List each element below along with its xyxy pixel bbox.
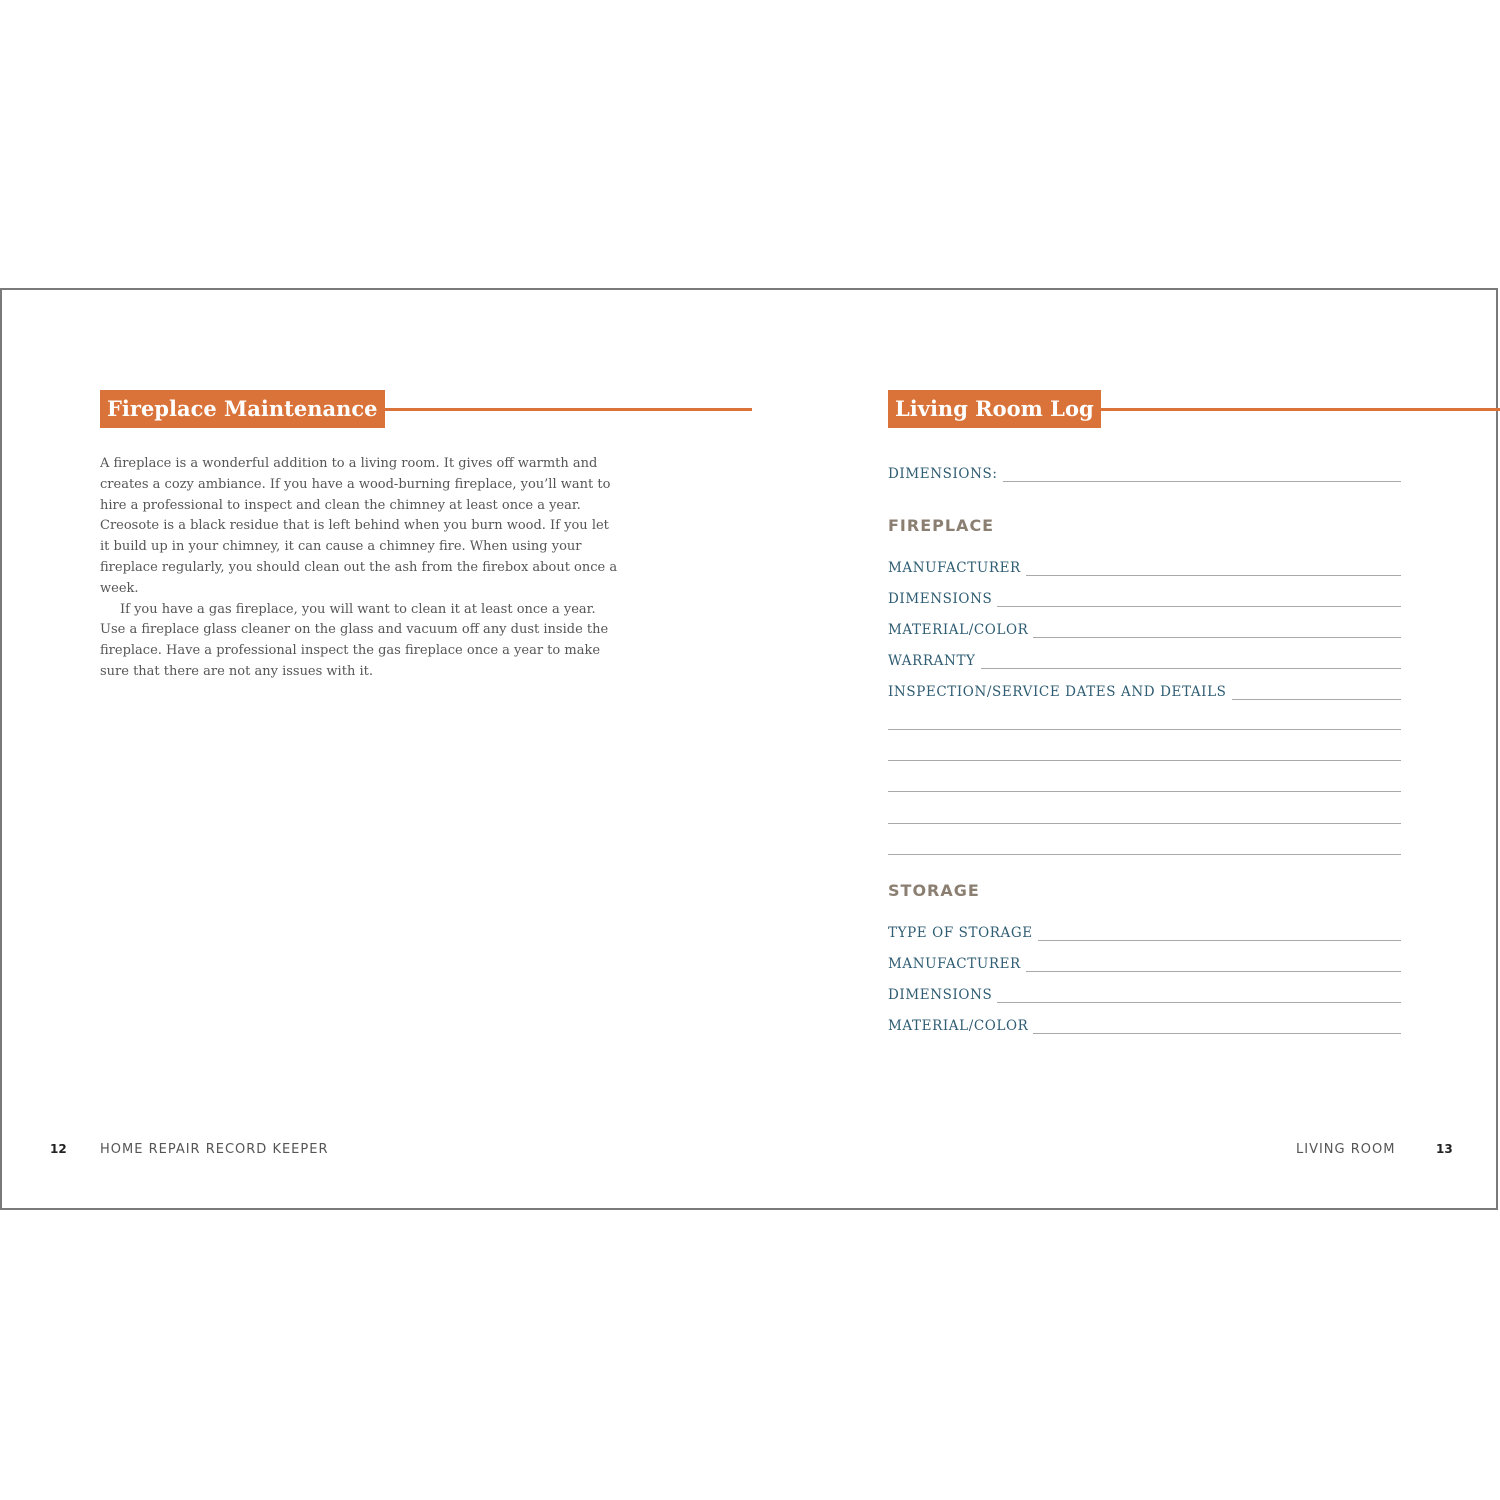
write-line[interactable] xyxy=(997,606,1401,607)
storage-dimensions-field[interactable] xyxy=(888,985,1401,1003)
field-label: INSPECTION/SERVICE DATES AND DETAILS xyxy=(888,684,1227,700)
field-label: DIMENSIONS xyxy=(888,591,993,607)
left-heading-row xyxy=(100,390,752,428)
blank-write-line[interactable] xyxy=(888,729,1401,730)
storage-material-color-field[interactable] xyxy=(888,1016,1401,1034)
field-label: MATERIAL/COLOR xyxy=(888,1018,1029,1034)
heading-rule xyxy=(1101,408,1500,411)
write-line[interactable] xyxy=(1033,1033,1401,1034)
field-label: MANUFACTURER xyxy=(888,560,1021,576)
right-page-number: 13 xyxy=(1436,1142,1453,1156)
blank-write-line[interactable] xyxy=(888,823,1401,824)
book-spread xyxy=(0,288,1498,1210)
field-label: MATERIAL/COLOR xyxy=(888,622,1029,638)
right-heading-row xyxy=(888,390,1500,428)
paragraph-1: A fireplace is a wonderful addition to a living room. It gives off warmth and creates a cozy ambiance. If you have a wood-burning fireplace, you’ll want to hire a professional to inspect and clean the chimney at least once a year. Creosote is a black residue that is left behind when you burn wood. If you let it build up in your chimney, it can cause a chimney fire. When using your fireplace regularly, you should clean out the ash from the firebox about once a week. xyxy=(100,456,618,596)
living-room-log-heading: Living Room Log xyxy=(888,390,1101,428)
write-line[interactable] xyxy=(997,1002,1401,1003)
fireplace-maintenance-heading: Fireplace Maintenance xyxy=(100,390,385,428)
dimensions-write-line[interactable] xyxy=(1003,481,1401,482)
write-line[interactable] xyxy=(1038,940,1401,941)
storage-manufacturer-field[interactable] xyxy=(888,954,1401,972)
blank-write-line[interactable] xyxy=(888,760,1401,761)
left-page-number: 12 xyxy=(50,1142,67,1156)
storage-section-title: STORAGE xyxy=(888,881,980,900)
fireplace-section-title: FIREPLACE xyxy=(888,516,995,535)
write-line[interactable] xyxy=(1232,699,1401,700)
paragraph-2: If you have a gas fireplace, you will want to clean it at least once a year. Use a fireplace glass cleaner on the glass and vacuum off any dust inside the fireplace. Have a professional inspect the gas fireplace once a year to make sure that there are not any issues with it. xyxy=(100,601,609,679)
write-line[interactable] xyxy=(1033,637,1401,638)
fireplace-material-color-field[interactable] xyxy=(888,620,1401,638)
right-running-footer: LIVING ROOM xyxy=(1296,1142,1396,1157)
fireplace-manufacturer-field[interactable] xyxy=(888,558,1401,576)
fireplace-dimensions-field[interactable] xyxy=(888,589,1401,607)
write-line[interactable] xyxy=(981,668,1401,669)
dimensions-field[interactable] xyxy=(888,464,1401,482)
fireplace-inspection-field[interactable] xyxy=(888,682,1401,700)
left-page xyxy=(2,290,762,1208)
dimensions-label: DIMENSIONS: xyxy=(888,466,998,482)
heading-rule xyxy=(385,408,753,411)
write-line[interactable] xyxy=(1026,575,1401,576)
field-label: WARRANTY xyxy=(888,653,976,669)
field-label: DIMENSIONS xyxy=(888,987,993,1003)
body-text xyxy=(100,454,618,683)
field-label: TYPE OF STORAGE xyxy=(888,925,1033,941)
blank-write-line[interactable] xyxy=(888,791,1401,792)
storage-type-field[interactable] xyxy=(888,923,1401,941)
write-line[interactable] xyxy=(1026,971,1401,972)
right-page xyxy=(762,290,1498,1208)
fireplace-warranty-field[interactable] xyxy=(888,651,1401,669)
field-label: MANUFACTURER xyxy=(888,956,1021,972)
blank-write-line[interactable] xyxy=(888,854,1401,855)
left-running-footer: HOME REPAIR RECORD KEEPER xyxy=(100,1142,329,1157)
